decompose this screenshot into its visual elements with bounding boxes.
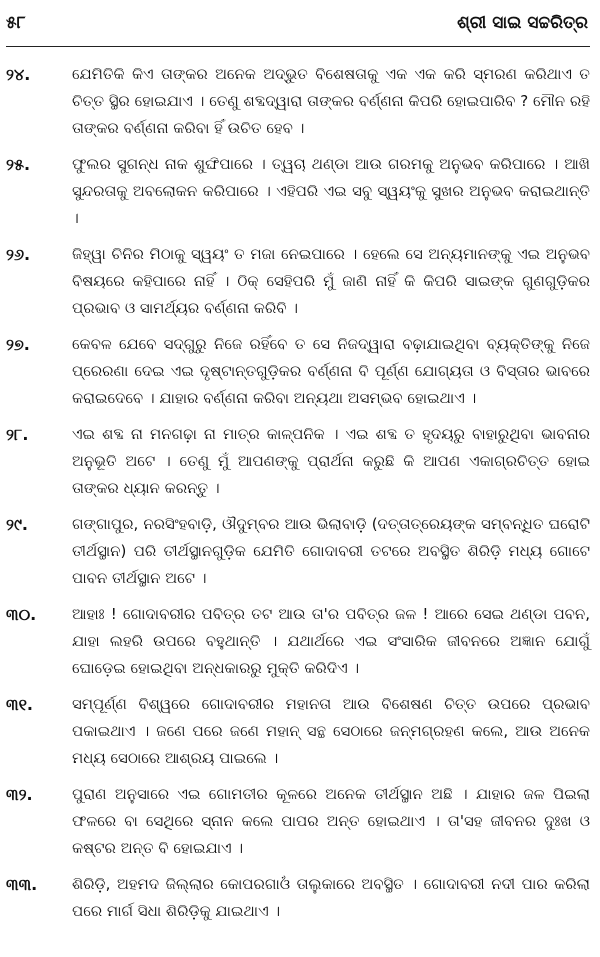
verse-27 [6,331,590,412]
page-header [6,0,590,47]
verse-number: ୩୨. [6,785,33,804]
verse-text: କେବଳ ଯେବେ ସଦ୍‌ଗୁରୁ ନିଜେ ରହିଁବେ ତ ସେ ନିଜଦ୍ୱାରା ବଢ଼ାଯାଇଥିବା ବ୍ୟକ୍ତିଙ୍କୁ ନିଜେ ପ୍ରେରଣା ଦେଇ ଏଇ ଦୃଷ୍ଟାନ୍ତଗୁଡ଼ିକର ବର୍ଣ୍ଣନା ବି ପୂର୍ଣ୍ଣ ଯୋଗ୍ୟତା ଓ ବିସ୍ତାର ଭାବରେ କରାଇଦେବେ । ଯାହାର ବର୍ଣ୍ଣନା କରିବା ଅନ୍ୟଥା ଅସମ୍ଭବ ହୋଇଥାଏ । [72,335,590,407]
verse-28 [6,421,590,502]
verse-text: ସମ୍ପୂର୍ଣ୍ଣ ବିଶ୍ୱରେ ଗୋଦାବରୀର ମହାନତା ଆଉ ବିଶେଷଣ ଚିତ୍ତ ଉପରେ ପ୍ରଭାବ ପକାଇଥାଏ । ଜଣେ ପରେ ଜଣେ ମହାନ୍ ସନ୍ଥ ସେଠାରେ ଜନ୍ମଗ୍ରହଣ କଲେ, ଆଉ ଅନେକ ମଧ୍ୟ ସେଠାରେ ଆଶ୍ରୟ ପାଇଲେ । [72,695,590,767]
verse-33 [6,871,590,925]
verse-number: ୨୬. [6,245,31,264]
verse-text: ଫୁଲର ସୁଗନ୍ଧ ନାକ ଶୁଙ୍ଘିପାରେ । ତ୍ୱଚା ଥଣ୍ଡା ଆଉ ଗରମକୁ ଅନୁଭବ କରିପାରେ । ଆଖି ସୁନ୍ଦରତାକୁ ଅବଲୋକନ କରିପାରେ । ଏହିପରି ଏଇ ସବୁ ସ୍ୱୟଂକୁ ସୁଖର ଅନୁଭବ କରାଇଥାନ୍ତି । [72,155,590,227]
verse-text: ପୁରାଣ ଅନୁସାରେ ଏଇ ଗୋମତୀର କୂଳରେ ଅନେକ ତୀର୍ଥସ୍ଥାନ ଅଛି । ଯାହାର ଜଳ ପିଇଲା ଫଳରେ ବା ସେଥିରେ ସ୍ନାନ କଲେ ପାପର ଅନ୍ତ ହୋଇଥାଏ । ତା'ସହ ଜୀବନର ଦୁଃଖ ଓ କଷ୍ଟର ଅନ୍ତ ବି ହୋଇଯାଏ । [72,785,590,857]
verse-29 [6,511,590,592]
verse-32 [6,781,590,862]
verse-number: ୨୯. [6,515,28,534]
verse-number: ୨୪. [6,65,31,84]
verse-text: ଆହାଃ ! ଗୋଦାବରୀର ପବିତ୍ର ତଟ ଆଉ ତା'ର ପବିତ୍ର ଜଳ ! ଆରେ ସେଇ ଥଣ୍ଡା ପବନ, ଯାହା ଲହରି ଉପରେ ବହୁଥାନ୍ତି । ଯଥାର୍ଥରେ ଏଇ ସଂସାରିକ ଜୀବନରେ ଅଜ୍ଞାନ ଯୋଗୁଁ ଘୋଡ଼େଇ ହୋଇଥିବା ଅନ୍ଧକାରରୁ ମୁକ୍ତି କରିଦିଏ । [72,605,590,677]
verse-number: ୨୭. [6,335,30,354]
verse-text: ଏଇ ଶବ୍ଦ ନା ମନଗଢ଼ା ନା ମାତ୍ର କାଳ୍ପନିକ । ଏଇ ଶବ୍ଦ ତ ହୃଦୟରୁ ବାହାରୁଥିବା ଭାବନାର ଅନୁଭୂତି ଅଟେ । ତେଣୁ ମୁଁ ଆପଣଙ୍କୁ ପ୍ରାର୍ଥନା କରୁଛି କି ଆପଣ ଏକାଗ୍ରଚିତ୍ତ ହୋଇ ତାଙ୍କର ଧ୍ୟାନ କରନ୍ତୁ । [72,425,590,497]
verse-30 [6,601,590,682]
running-title: ଶ୍ରୀ ସାଇ ସଚ୍ଚରିତ୍ର [457,13,588,33]
verse-text: ଗଙ୍ଗାପୁର, ନରସିଂହବାଡ଼ି, ଔଦୁମ୍ବର ଆଉ ଭିଲାବାଡ଼ି (ଦତ୍ତାତ୍ରେୟଙ୍କ ସମ୍ବନ୍ଧିତ ଘରୋଟି ତୀର୍ଥସ୍ଥାନ) ପରି ତୀର୍ଥସ୍ଥାନଗୁଡ଼ିକ ଯେମିତି ଗୋଦାବରୀ ତଟରେ ଅବସ୍ଥିତ ଶିରିଡ଼ି ମଧ୍ୟ ଗୋଟେ ପାବନ ତୀର୍ଥସ୍ଥାନ ଅଟେ । [72,515,590,587]
verse-26 [6,241,590,322]
verse-31 [6,691,590,772]
page-number: ୫୮ [6,13,26,33]
verse-25 [6,151,590,232]
verse-number: ୩୩. [6,875,38,894]
verse-text: ଜିହ୍ୱା ଚିନିର ମିଠାକୁ ସ୍ୱୟଂ ତ ମଜା ନେଇପାରେ । ହେଲେ ସେ ଅନ୍ୟମାନଙ୍କୁ ଏଇ ଅନୁଭବ ବିଷୟରେ କହିପାରେ ନାହିଁ । ଠିକ୍ ସେହିପରି ମୁଁ ଜାଣି ନାହିଁ କି କିପରି ସାଇଙ୍କ ଗୁଣଗୁଡ଼ିକର ପ୍ରଭାବ ଓ ସାମର୍ଥ୍ୟର ବର୍ଣ୍ଣନା କରିବି । [72,245,590,317]
verse-number: ୩୦. [6,605,37,624]
verse-number: ୨୮. [6,425,29,444]
verse-24 [6,61,590,142]
verse-text: ଶିରିଡ଼ି, ଅହମଦ ଜିଲ୍ଲାର କୋପରଗାଓଁ ତାଲୁକାରେ ଅବସ୍ଥିତ । ଗୋଦାବରୀ ନଦୀ ପାର କରିଲା ପରେ ମାର୍ଗ ସିଧା ଶିରିଡ଼ିକୁ ଯାଇଥାଏ । [72,875,590,920]
verse-number: ୩୧. [6,695,33,714]
verse-text: ଯେମିତିକି କିଏ ତାଙ୍କର ଅନେକ ଅଦ୍ଭୁତ ବିଶେଷତାକୁ ଏକ ଏକ କରି ସ୍ମରଣ କରିଥାଏ ତ ଚିତ୍ତ ସ୍ଥିର ହୋଇଯାଏ । ତେଣୁ ଶବ୍ଦଦ୍ୱାରା ତାଙ୍କର ବର୍ଣ୍ଣନା କିପରି ହୋଇପାରିବ ? ମୌନ ରହି ତାଙ୍କର ବର୍ଣ୍ଣନା କରିବା ହିଁ ଉଚିତ ହେବ । [72,65,590,137]
verse-number: ୨୫. [6,155,31,174]
